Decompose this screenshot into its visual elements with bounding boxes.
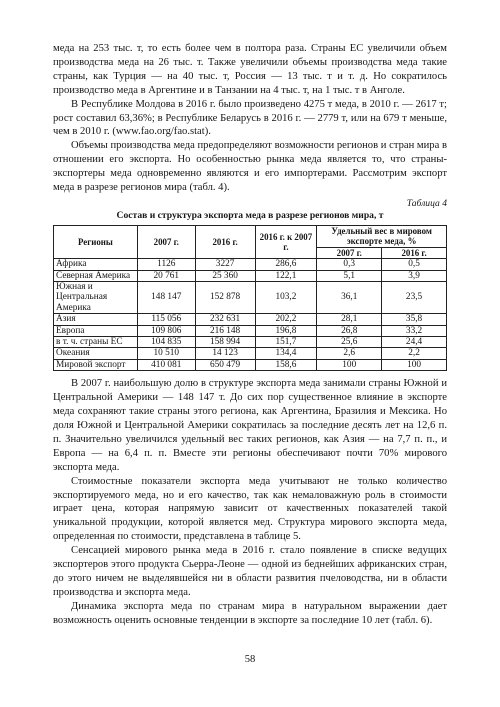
cell-share-2016: 23,5: [382, 282, 447, 314]
table-row: [54, 337, 447, 348]
cell-share-2007: 36,1: [317, 282, 382, 314]
table-title: Состав и структура экспорта меда в разрезе регионов мира, т: [116, 209, 384, 221]
cell-region: Европа: [54, 325, 138, 336]
cell-region: Океания: [54, 348, 138, 359]
header-region: Регионы: [54, 225, 138, 258]
table-row: [54, 259, 447, 270]
cell-ratio: 158,6: [255, 359, 317, 370]
cell-region: Южная и Центральная Америка: [54, 282, 138, 314]
cell-share-2007: 25,6: [317, 337, 382, 348]
header-share-2007: 2007 г.: [317, 247, 382, 258]
page-number: 58: [244, 654, 256, 665]
table-row: [54, 348, 447, 359]
cell-region: Мировой экспорт: [54, 359, 138, 370]
cell-2016: 3227: [195, 259, 255, 270]
cell-region: Азия: [54, 314, 138, 325]
table-row: [54, 359, 447, 370]
cell-share-2016: 0,5: [382, 259, 447, 270]
header-share-group: Удельный вес в мировом экспорте меда, %: [317, 225, 447, 247]
cell-2007: 10 510: [137, 348, 195, 359]
cell-2007: 20 761: [137, 270, 195, 281]
paragraph-export-intro: Объемы производства меда предопределяют возможности регионов и стран мира в отношении его экспорта. Но особенностью рынка меда является то, что страны-экспортеры меда одновременно являются и его импортерами. Рассмотрим экспорт меда в разрезе регионов мира (табл. 4).: [53, 140, 447, 194]
cell-share-2016: 100: [382, 359, 447, 370]
cell-2016: 14 123: [195, 348, 255, 359]
cell-ratio: 122,1: [255, 270, 317, 281]
header-share-2016: 2016 г.: [382, 247, 447, 258]
paragraph-value-indicators: Стоимостные показатели экспорта меда учитывают не только количество экспортируемого меда, но и его качество, так как немаловажную роль в стоимости играет цена, которая напрямую зависит от качественных показателей такой уникальной продукции, которой является мед. Структура мирового экспорта меда, определенная по стоимости, представлена в таблице 5.: [53, 475, 447, 543]
cell-share-2007: 26,8: [317, 325, 382, 336]
cell-region: в т. ч. страны ЕС: [54, 337, 138, 348]
cell-2007: 104 835: [137, 337, 195, 348]
cell-2016: 216 148: [195, 325, 255, 336]
document-page: [53, 42, 447, 628]
paragraph-export-dynamics: Динамика экспорта меда по странам мира в натуральном выражении дает возможность оценить основные тенденции в экспорте за последние 10 лет (табл. 6).: [53, 600, 447, 626]
cell-2016: 650 479: [195, 359, 255, 370]
cell-ratio: 151,7: [255, 337, 317, 348]
header-2007: 2007 г.: [137, 225, 195, 258]
header-ratio: 2016 г. к 2007 г.: [255, 225, 317, 258]
cell-share-2007: 28,1: [317, 314, 382, 325]
cell-share-2016: 3,9: [382, 270, 447, 281]
table-number-label: Таблица 4: [406, 197, 447, 209]
cell-ratio: 196,8: [255, 325, 317, 336]
table-row: [54, 282, 447, 314]
table-row: [54, 270, 447, 281]
cell-2007: 115 056: [137, 314, 195, 325]
header-2016: 2016 г.: [195, 225, 255, 258]
cell-ratio: 286,6: [255, 259, 317, 270]
export-table: [53, 225, 447, 371]
cell-share-2016: 24,4: [382, 337, 447, 348]
cell-2016: 152 878: [195, 282, 255, 314]
cell-share-2007: 5,1: [317, 270, 382, 281]
cell-region: Северная Америка: [54, 270, 138, 281]
cell-ratio: 202,2: [255, 314, 317, 325]
cell-share-2016: 33,2: [382, 325, 447, 336]
paragraph-2007-export-share: В 2007 г. наибольшую долю в структуре экспорта меда занимали страны Южной и Центральной Америки — 148 147 т. До сих пор существенное влияние в экспорте меда сохраняют такие страны этого региона, как Аргентина, Бразилия и Мексика. Но доля Южной и Центральной Америки сократилась за последние десять лет на 12,6 п. п. Значительно увеличился удельный вес таких регионов, как Азия — на 7,7 п. п., и Европа — на 6,4 п. п. Вместе эти регионы обеспечивают почти 70% мирового экспорта меда.: [53, 378, 447, 473]
cell-2007: 148 147: [137, 282, 195, 314]
table-row: [54, 325, 447, 336]
cell-2016: 158 994: [195, 337, 255, 348]
cell-share-2016: 35,8: [382, 314, 447, 325]
cell-ratio: 134,4: [255, 348, 317, 359]
paragraph-honey-production-changes: меда на 253 тыс. т, то есть более чем в полтора раза. Страны ЕС увеличили объем производства меда на 26 тыс. т. Также увеличили объемы производства меда такие страны, как Турция — на 40 тыс. т, Россия — 13 тыс. т и т. д. Но сократилось производство меда в Аргентине и в Танзании на 4 тыс. т, на 1 тыс. т в Анголе.: [53, 43, 447, 96]
cell-2016: 232 631: [195, 314, 255, 325]
cell-2007: 109 806: [137, 325, 195, 336]
post-table-text: [53, 377, 447, 627]
paragraph-sierra-leone: Сенсацией мирового рынка меда в 2016 г. стало появление в списке ведущих экспортеров этого продукта Сьерра-Леоне — одной из беднейших африканских стран, до этого ничем не выделявшейся ни в области развития пчеловодства, ни в области производства и экспорта меда.: [53, 545, 447, 598]
cell-2007: 1126: [137, 259, 195, 270]
table-row: [54, 314, 447, 325]
cell-share-2007: 100: [317, 359, 382, 370]
cell-region: Африка: [54, 259, 138, 270]
cell-share-2007: 0,3: [317, 259, 382, 270]
cell-2016: 25 360: [195, 270, 255, 281]
cell-ratio: 103,2: [255, 282, 317, 314]
cell-share-2007: 2,6: [317, 348, 382, 359]
cell-2007: 410 081: [137, 359, 195, 370]
cell-share-2016: 2,2: [382, 348, 447, 359]
paragraph-moldova-belarus: В Республике Молдова в 2016 г. было произведено 4275 т меда, в 2010 г. — 2617 т; рост составил 63,36%; в Республике Беларусь в 2016 г. — 2779 т, или на 679 т меньше, чем в 2010 г. (www.fao.org/fao.stat).: [53, 98, 447, 138]
